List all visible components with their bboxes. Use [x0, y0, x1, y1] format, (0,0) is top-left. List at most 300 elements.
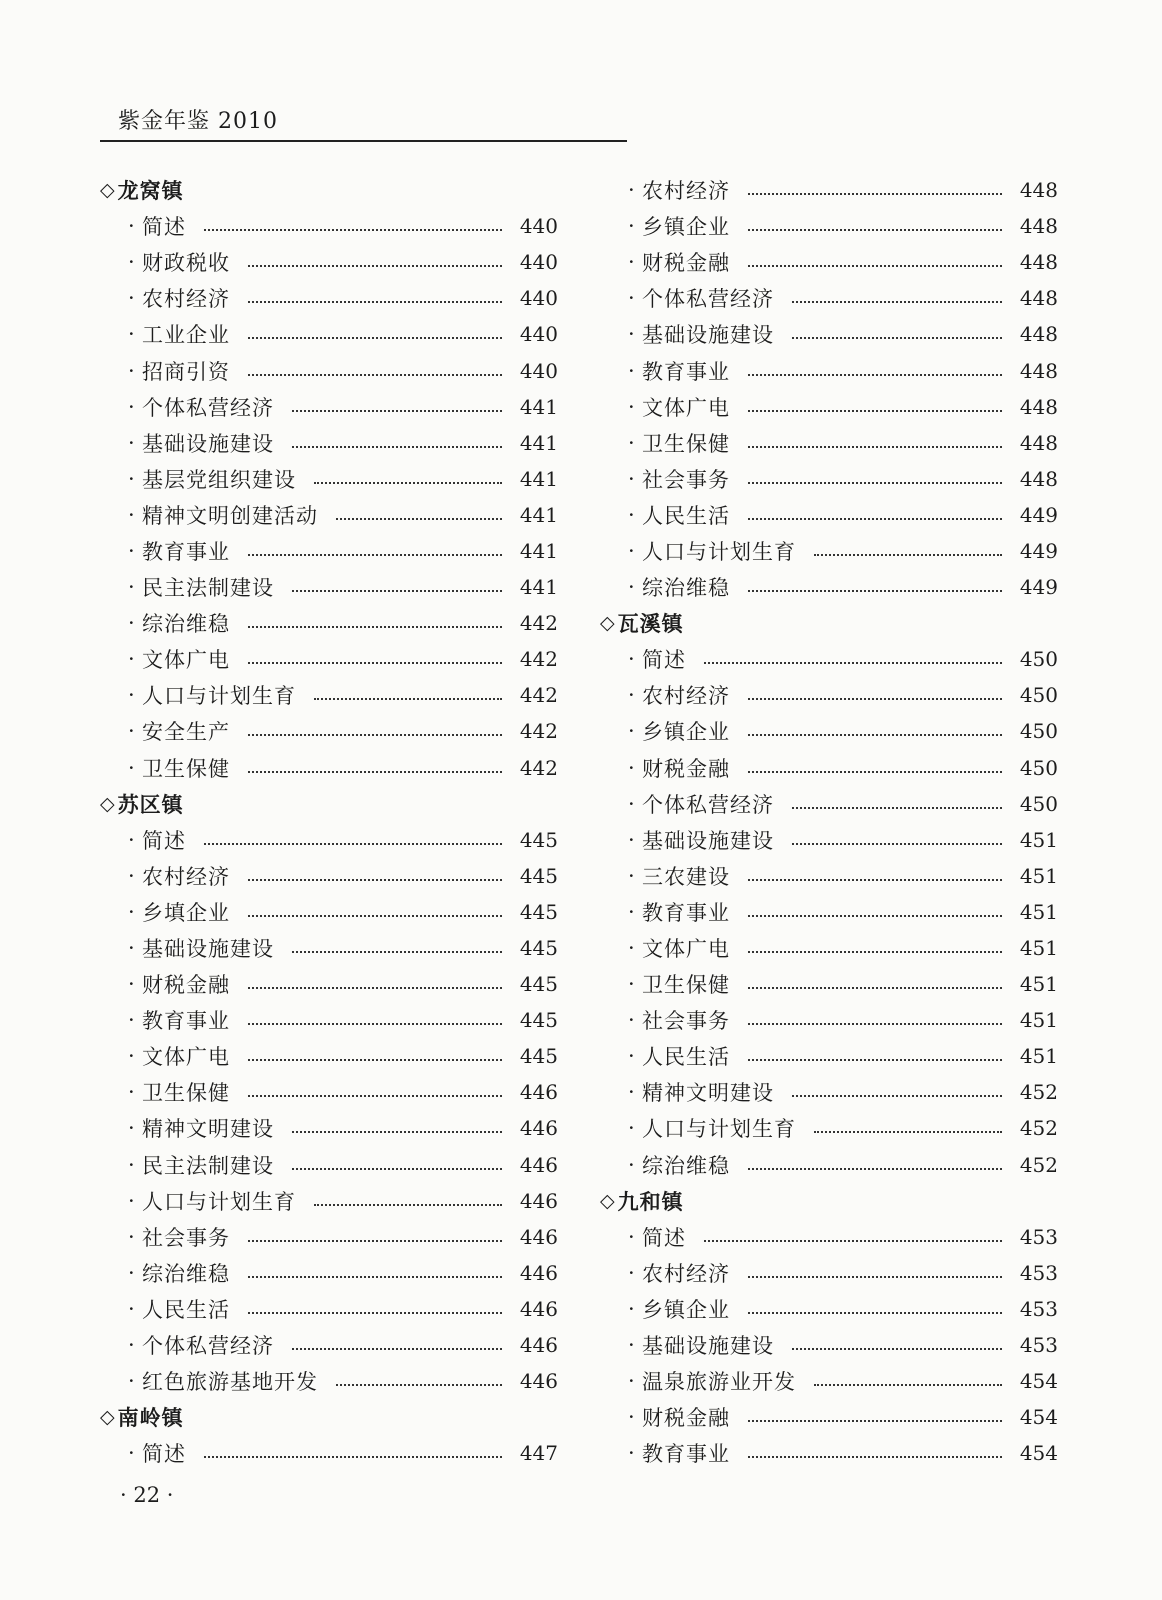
toc-entry-page: 448	[1019, 358, 1058, 383]
toc-entry[interactable]	[600, 713, 1058, 749]
bullet-icon: ·	[628, 899, 635, 924]
toc-entry[interactable]	[600, 208, 1058, 244]
toc-entry[interactable]	[600, 569, 1058, 605]
toc-entry-page: 450	[1019, 755, 1058, 780]
toc-column-right	[600, 172, 1058, 1471]
toc-entry[interactable]	[100, 569, 558, 605]
toc-entry-title: 简述	[642, 1225, 686, 1250]
toc-entry[interactable]	[100, 316, 558, 352]
section-heading	[100, 172, 558, 208]
section-heading-label: 瓦溪镇	[617, 611, 684, 637]
bullet-icon: ·	[128, 611, 135, 636]
toc-entry-page: 451	[1019, 863, 1058, 888]
toc-entry-title: 农村经济	[642, 179, 730, 204]
toc-entry-page: 442	[519, 611, 558, 636]
dot-leader	[248, 301, 502, 303]
bullet-icon: ·	[628, 250, 635, 275]
toc-entry-title: 人民生活	[642, 1045, 730, 1070]
bullet-icon: ·	[628, 575, 635, 600]
toc-entry[interactable]	[600, 641, 1058, 677]
dot-leader	[748, 590, 1002, 592]
toc-entry[interactable]	[600, 786, 1058, 822]
bullet-icon: ·	[628, 1369, 635, 1394]
toc-entry-title: 财税金融	[642, 251, 730, 276]
dot-leader	[748, 1420, 1002, 1422]
toc-entry[interactable]	[600, 389, 1058, 425]
section-heading	[600, 605, 1058, 641]
toc-entry-page: 451	[1019, 1044, 1058, 1069]
toc-entry[interactable]	[600, 858, 1058, 894]
toc-entry-page: 454	[1019, 1441, 1058, 1466]
toc-entry[interactable]	[100, 1219, 558, 1255]
toc-entry-title: 人口与计划生育	[142, 684, 296, 709]
toc-entry[interactable]	[100, 1147, 558, 1183]
bullet-icon: ·	[628, 322, 635, 347]
bullet-icon: ·	[128, 466, 135, 491]
toc-entry-page: 446	[519, 1224, 558, 1249]
bullet-icon: ·	[628, 863, 635, 888]
toc-entry[interactable]	[100, 208, 558, 244]
toc-entry-title: 财政税收	[142, 251, 230, 276]
bullet-icon: ·	[628, 1044, 635, 1069]
dot-leader	[292, 1348, 502, 1350]
toc-entry-page: 449	[1019, 502, 1058, 527]
bullet-icon: ·	[128, 1441, 135, 1466]
toc-entry-page: 446	[519, 1116, 558, 1141]
toc-entry-title: 基础设施建设	[642, 323, 774, 348]
toc-entry-page: 454	[1019, 1369, 1058, 1394]
toc-entry-page: 445	[519, 863, 558, 888]
toc-entry-page: 450	[1019, 683, 1058, 708]
section-heading-label: 南岭镇	[117, 1405, 184, 1431]
toc-entry-title: 卫生保健	[142, 1081, 230, 1106]
bullet-icon: ·	[628, 286, 635, 311]
toc-entry-page: 449	[1019, 575, 1058, 600]
toc-entry[interactable]	[600, 677, 1058, 713]
toc-entry-page: 453	[1019, 1333, 1058, 1358]
toc-entry-page: 440	[519, 250, 558, 275]
toc-entry-page: 448	[1019, 322, 1058, 347]
dot-leader	[748, 1168, 1002, 1170]
toc-entry-page: 446	[519, 1369, 558, 1394]
toc-entry-page: 448	[1019, 430, 1058, 455]
toc-entry-page: 440	[519, 358, 558, 383]
toc-entry-page: 451	[1019, 972, 1058, 997]
toc-entry-title: 社会事务	[142, 1225, 230, 1250]
toc-entry[interactable]	[100, 1291, 558, 1327]
toc-entry[interactable]	[600, 750, 1058, 786]
bullet-icon: ·	[628, 1441, 635, 1466]
toc-entry[interactable]	[100, 244, 558, 280]
toc-entry[interactable]	[600, 352, 1058, 388]
dot-leader	[748, 193, 1002, 195]
diamond-icon: ◇	[600, 612, 615, 635]
toc-entry-page: 446	[519, 1260, 558, 1285]
bullet-icon: ·	[128, 863, 135, 888]
toc-entry-page: 446	[519, 1152, 558, 1177]
toc-entry-title: 财税金融	[142, 973, 230, 998]
dot-leader	[748, 374, 1002, 376]
toc-entry-page: 448	[1019, 250, 1058, 275]
toc-entry[interactable]	[600, 1435, 1058, 1471]
toc-entry[interactable]	[600, 1074, 1058, 1110]
toc-entry-title: 教育事业	[642, 359, 730, 384]
bullet-icon: ·	[628, 683, 635, 708]
toc-entry-title: 文体广电	[642, 937, 730, 962]
toc-entry-title: 人口与计划生育	[142, 1189, 296, 1214]
bullet-icon: ·	[128, 286, 135, 311]
dot-leader	[248, 987, 502, 989]
toc-entry-page: 453	[1019, 1296, 1058, 1321]
page-number: · 22 ·	[120, 1483, 174, 1507]
toc-entry[interactable]	[600, 1110, 1058, 1146]
toc-entry[interactable]	[100, 1435, 558, 1471]
bullet-icon: ·	[128, 1044, 135, 1069]
dot-leader	[248, 662, 502, 664]
toc-entry-title: 精神文明建设	[142, 1117, 274, 1142]
bullet-icon: ·	[628, 972, 635, 997]
toc-entry-page: 446	[519, 1333, 558, 1358]
dot-leader	[792, 1348, 1002, 1350]
section-heading	[600, 1183, 1058, 1219]
bullet-icon: ·	[628, 1152, 635, 1177]
running-header: 紫金年鉴 2010	[118, 109, 278, 134]
toc-entry-page: 449	[1019, 538, 1058, 563]
dot-leader	[748, 734, 1002, 736]
bullet-icon: ·	[128, 1008, 135, 1033]
dot-leader	[748, 446, 1002, 448]
dot-leader	[748, 879, 1002, 881]
toc-entry[interactable]	[100, 641, 558, 677]
dot-leader	[748, 1023, 1002, 1025]
dot-leader	[314, 482, 502, 484]
bullet-icon: ·	[128, 358, 135, 383]
toc-entry[interactable]	[600, 533, 1058, 569]
toc-entry-page: 442	[519, 683, 558, 708]
toc-entry-title: 简述	[142, 828, 186, 853]
toc-entry[interactable]	[100, 497, 558, 533]
toc-entry-page: 445	[519, 972, 558, 997]
dot-leader	[292, 410, 502, 412]
dot-leader	[748, 265, 1002, 267]
section-heading-label: 苏区镇	[117, 791, 184, 817]
bullet-icon: ·	[128, 1260, 135, 1285]
toc-entry-title: 个体私营经济	[642, 792, 774, 817]
toc-entry-title: 社会事务	[642, 467, 730, 492]
dot-leader	[292, 1168, 502, 1170]
toc-entry[interactable]	[100, 677, 558, 713]
toc-entry-page: 441	[519, 394, 558, 419]
toc-entry[interactable]	[600, 497, 1058, 533]
bullet-icon: ·	[628, 1333, 635, 1358]
toc-entry-title: 三农建设	[642, 864, 730, 889]
toc-entry-title: 乡镇企业	[642, 1297, 730, 1322]
toc-entry-title: 乡镇企业	[642, 215, 730, 240]
toc-entry[interactable]	[100, 605, 558, 641]
toc-entry[interactable]	[100, 1038, 558, 1074]
toc-entry[interactable]	[600, 966, 1058, 1002]
section-heading	[100, 1399, 558, 1435]
dot-leader	[748, 771, 1002, 773]
dot-leader	[814, 1131, 1002, 1133]
toc-entry[interactable]	[100, 713, 558, 749]
bullet-icon: ·	[628, 1008, 635, 1033]
toc-entry-title: 教育事业	[642, 900, 730, 925]
toc-entry[interactable]	[600, 822, 1058, 858]
bullet-icon: ·	[628, 538, 635, 563]
toc-entry-page: 440	[519, 322, 558, 347]
bullet-icon: ·	[628, 936, 635, 961]
dot-leader	[248, 915, 502, 917]
dot-leader	[704, 662, 1002, 664]
dot-leader	[748, 482, 1002, 484]
toc-entry-title: 综治维稳	[142, 612, 230, 637]
toc-entry[interactable]	[100, 533, 558, 569]
toc-entry-page: 448	[1019, 214, 1058, 239]
toc-entry-title: 文体广电	[142, 648, 230, 673]
toc-entry-title: 教育事业	[142, 1009, 230, 1034]
dot-leader	[748, 698, 1002, 700]
toc-entry-page: 446	[519, 1188, 558, 1213]
toc-entry-page: 441	[519, 575, 558, 600]
toc-entry-page: 445	[519, 827, 558, 852]
toc-entry-page: 451	[1019, 1008, 1058, 1033]
dot-leader	[248, 337, 502, 339]
toc-entry-page: 448	[1019, 286, 1058, 311]
dot-leader	[336, 518, 502, 520]
toc-entry[interactable]	[600, 316, 1058, 352]
toc-entry-page: 452	[1019, 1116, 1058, 1141]
toc-entry-page: 440	[519, 286, 558, 311]
toc-entry-page: 445	[519, 1044, 558, 1069]
dot-leader	[248, 1095, 502, 1097]
toc-entry[interactable]	[600, 1327, 1058, 1363]
dot-leader	[336, 1384, 502, 1386]
toc-entry-title: 乡填企业	[142, 900, 230, 925]
toc-entry-title: 招商引资	[142, 359, 230, 384]
dot-leader	[248, 1023, 502, 1025]
dot-leader	[748, 1312, 1002, 1314]
toc-entry-title: 教育事业	[642, 1442, 730, 1467]
toc-entry-page: 450	[1019, 719, 1058, 744]
toc-entry[interactable]	[100, 930, 558, 966]
toc-entry[interactable]	[100, 352, 558, 388]
diamond-icon: ◇	[100, 1406, 115, 1429]
dot-leader	[248, 1312, 502, 1314]
dot-leader	[792, 843, 1002, 845]
header-rule	[100, 140, 627, 142]
toc-entry-title: 文体广电	[642, 395, 730, 420]
dot-leader	[314, 1204, 502, 1206]
bullet-icon: ·	[128, 1369, 135, 1394]
toc-entry-title: 乡镇企业	[642, 720, 730, 745]
section-heading-label: 龙窝镇	[117, 178, 184, 204]
toc-entry-title: 人口与计划生育	[642, 539, 796, 564]
bullet-icon: ·	[628, 1224, 635, 1249]
toc-entry[interactable]	[100, 894, 558, 930]
toc-entry-page: 451	[1019, 936, 1058, 961]
bullet-icon: ·	[628, 502, 635, 527]
toc-entry-page: 451	[1019, 899, 1058, 924]
toc-entry[interactable]	[100, 750, 558, 786]
toc-entry[interactable]	[600, 244, 1058, 280]
toc-entry-title: 农村经济	[142, 864, 230, 889]
dot-leader	[292, 590, 502, 592]
dot-leader	[792, 1095, 1002, 1097]
bullet-icon: ·	[128, 827, 135, 852]
bullet-icon: ·	[128, 683, 135, 708]
toc-entry-page: 440	[519, 214, 558, 239]
toc-entry-title: 教育事业	[142, 539, 230, 564]
bullet-icon: ·	[628, 358, 635, 383]
dot-leader	[748, 1276, 1002, 1278]
dot-leader	[748, 410, 1002, 412]
dot-leader	[204, 229, 502, 231]
bullet-icon: ·	[628, 178, 635, 203]
toc-entry-page: 445	[519, 1008, 558, 1033]
toc-entry[interactable]	[100, 389, 558, 425]
bullet-icon: ·	[628, 394, 635, 419]
toc-entry[interactable]	[600, 425, 1058, 461]
diamond-icon: ◇	[100, 179, 115, 202]
toc-entry-title: 精神文明建设	[642, 1081, 774, 1106]
diamond-icon: ◇	[600, 1189, 615, 1212]
toc-entry-page: 450	[1019, 647, 1058, 672]
toc-entry-title: 简述	[142, 1442, 186, 1467]
dot-leader	[792, 301, 1002, 303]
toc-entry[interactable]	[100, 461, 558, 497]
toc-entry[interactable]	[600, 1002, 1058, 1038]
toc-entry-title: 精神文明创建活动	[142, 503, 318, 528]
toc-entry[interactable]	[600, 894, 1058, 930]
dot-leader	[814, 554, 1002, 556]
bullet-icon: ·	[628, 1260, 635, 1285]
dot-leader	[792, 337, 1002, 339]
toc-entry[interactable]	[100, 858, 558, 894]
toc-entry[interactable]	[100, 1363, 558, 1399]
dot-leader	[248, 265, 502, 267]
toc-entry[interactable]	[600, 172, 1058, 208]
dot-leader	[248, 554, 502, 556]
bullet-icon: ·	[628, 791, 635, 816]
dot-leader	[204, 843, 502, 845]
toc-entry-page: 442	[519, 755, 558, 780]
toc-entry[interactable]	[100, 1110, 558, 1146]
toc-entry-page: 448	[1019, 178, 1058, 203]
toc-entry-title: 个体私营经济	[642, 287, 774, 312]
dot-leader	[248, 771, 502, 773]
toc-entry[interactable]	[600, 461, 1058, 497]
toc-entry[interactable]	[100, 425, 558, 461]
bullet-icon: ·	[128, 502, 135, 527]
toc-entry-page: 441	[519, 538, 558, 563]
bullet-icon: ·	[628, 1296, 635, 1321]
bullet-icon: ·	[128, 1224, 135, 1249]
toc-entry[interactable]	[600, 1363, 1058, 1399]
toc-entry-title: 文体广电	[142, 1045, 230, 1070]
toc-entry-title: 综治维稳	[642, 576, 730, 601]
toc-entry-page: 448	[1019, 466, 1058, 491]
bullet-icon: ·	[128, 1333, 135, 1358]
toc-entry[interactable]	[100, 1255, 558, 1291]
bullet-icon: ·	[128, 1296, 135, 1321]
toc-entry-title: 农村经济	[642, 1261, 730, 1286]
toc-entry[interactable]	[100, 1002, 558, 1038]
toc-entry[interactable]	[600, 930, 1058, 966]
dot-leader	[748, 951, 1002, 953]
toc-entry-title: 简述	[142, 215, 186, 240]
diamond-icon: ◇	[100, 792, 115, 815]
dot-leader	[792, 807, 1002, 809]
bullet-icon: ·	[128, 394, 135, 419]
toc-entry-title: 财税金融	[642, 1406, 730, 1431]
bullet-icon: ·	[628, 214, 635, 239]
bullet-icon: ·	[128, 575, 135, 600]
bullet-icon: ·	[128, 1152, 135, 1177]
toc-entry-page: 445	[519, 936, 558, 961]
toc-entry-title: 基层党组织建设	[142, 467, 296, 492]
toc-entry-title: 基础设施建设	[642, 1334, 774, 1359]
toc-entry-page: 448	[1019, 394, 1058, 419]
toc-entry-page: 453	[1019, 1260, 1058, 1285]
toc-entry-title: 民主法制建设	[142, 576, 274, 601]
toc-entry[interactable]	[100, 280, 558, 316]
toc-entry[interactable]	[600, 280, 1058, 316]
toc-entry-page: 451	[1019, 827, 1058, 852]
toc-entry-title: 红色旅游基地开发	[142, 1370, 318, 1395]
toc-entry[interactable]	[100, 1183, 558, 1219]
toc-entry[interactable]	[600, 1291, 1058, 1327]
toc-entry-title: 农村经济	[142, 287, 230, 312]
dot-leader	[748, 987, 1002, 989]
dot-leader	[314, 698, 502, 700]
toc-entry-page: 452	[1019, 1080, 1058, 1105]
dot-leader	[248, 1240, 502, 1242]
toc-entry-page: 442	[519, 647, 558, 672]
toc-entry-page: 453	[1019, 1224, 1058, 1249]
toc-entry[interactable]	[600, 1147, 1058, 1183]
toc-entry[interactable]	[100, 966, 558, 1002]
toc-entry[interactable]	[100, 822, 558, 858]
bullet-icon: ·	[128, 1116, 135, 1141]
toc-entry-title: 安全生产	[142, 720, 230, 745]
bullet-icon: ·	[628, 430, 635, 455]
toc-entry-title: 工业企业	[142, 323, 230, 348]
toc-entry[interactable]	[100, 1074, 558, 1110]
toc-entry-title: 个体私营经济	[142, 395, 274, 420]
toc-entry-title: 温泉旅游业开发	[642, 1370, 796, 1395]
toc-entry[interactable]	[600, 1038, 1058, 1074]
toc-entry-title: 人民生活	[142, 1297, 230, 1322]
bullet-icon: ·	[628, 1116, 635, 1141]
toc-column-left	[100, 172, 558, 1471]
toc-entry[interactable]	[600, 1399, 1058, 1435]
toc-entry-title: 财税金融	[642, 756, 730, 781]
dot-leader	[248, 626, 502, 628]
bullet-icon: ·	[628, 1405, 635, 1430]
toc-entry[interactable]	[600, 1219, 1058, 1255]
toc-entry-page: 454	[1019, 1405, 1058, 1430]
dot-leader	[292, 446, 502, 448]
section-heading	[100, 786, 558, 822]
toc-entry[interactable]	[600, 1255, 1058, 1291]
bullet-icon: ·	[128, 214, 135, 239]
toc-entry[interactable]	[100, 1327, 558, 1363]
toc-entry-title: 基础设施建设	[142, 937, 274, 962]
toc-entry-title: 人口与计划生育	[642, 1117, 796, 1142]
dot-leader	[292, 1131, 502, 1133]
bullet-icon: ·	[128, 972, 135, 997]
